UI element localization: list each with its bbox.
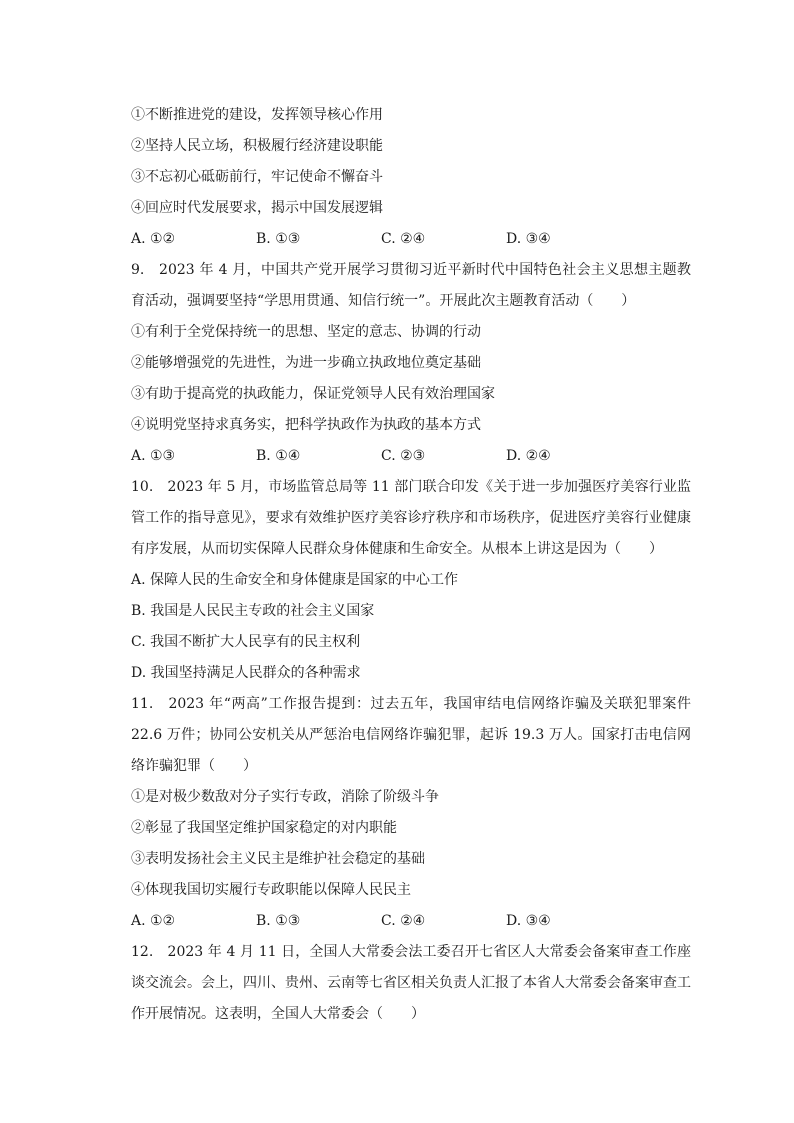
q8-choice-d: D. ③④ bbox=[506, 231, 551, 247]
q9-choice-a: A. ①③ bbox=[131, 448, 176, 464]
q11-choice-d: D. ③④ bbox=[506, 913, 551, 929]
exam-content bbox=[131, 100, 691, 1030]
q10-option-c: C. 我国不断扩大人民享有的民主权利 bbox=[131, 634, 361, 650]
q9-choice-d: D. ②④ bbox=[506, 448, 551, 464]
q10-option-b: B. 我国是人民民主专政的社会主义国家 bbox=[131, 603, 375, 619]
q10-option-d: D. 我国坚持满足人民群众的各种需求 bbox=[131, 665, 361, 681]
q8-choices bbox=[131, 224, 691, 255]
q11-option-4: ④体现我国切实履行专政职能以保障人民民主 bbox=[131, 882, 411, 898]
q9-option-1: ①有利于全党保持统一的思想、坚定的意志、协调的行动 bbox=[131, 324, 481, 340]
q10-option-a: A. 保障人民的生命安全和身体健康是国家的中心工作 bbox=[131, 572, 459, 588]
q11-option-2: ②彰显了我国坚定维护国家稳定的对内职能 bbox=[131, 820, 397, 836]
q11-stem: 11. 2023 年“两高”工作报告提到：过去五年，我国审结电信网络诈骗及关联犯罪案件 22.6 万件；协同公安机关从严惩治电信网络诈骗犯罪，起诉 19.3 万人。国家打击电信网络诈骗犯罪（ ） bbox=[131, 696, 691, 774]
q9-choice-b: B. ①④ bbox=[256, 448, 301, 464]
q8-option-4: ④回应时代发展要求，揭示中国发展逻辑 bbox=[131, 200, 383, 216]
q8-option-3: ③不忘初心砥砺前行，牢记使命不懈奋斗 bbox=[131, 169, 383, 185]
q8-option-2: ②坚持人民立场，积极履行经济建设职能 bbox=[131, 138, 383, 154]
q8-choice-c: C. ②④ bbox=[381, 231, 426, 247]
q8-option-1: ①不断推进党的建设，发挥领导核心作用 bbox=[131, 107, 383, 123]
q9-stem: 9. 2023 年 4 月，中国共产党开展学习贯彻习近平新时代中国特色社会主义思想主题教育活动，强调要坚持“学思用贯通、知信行统一”。开展此次主题教育活动（ ） bbox=[131, 262, 691, 309]
q11-option-1: ①是对极少数敌对分子实行专政，消除了阶级斗争 bbox=[131, 789, 439, 805]
q9-option-3: ③有助于提高党的执政能力，保证党领导人民有效治理国家 bbox=[131, 386, 495, 402]
q11-choice-b: B. ①③ bbox=[256, 913, 301, 929]
q11-choice-c: C. ②④ bbox=[381, 913, 426, 929]
q12-stem: 12. 2023 年 4 月 11 日，全国人大常委会法工委召开七省区人大常委会备案审查工作座谈交流会。会上，四川、贵州、云南等七省区相关负责人汇报了本省人大常委会备案审查工作开展情况。这表明，全国人大常委会（ ） bbox=[131, 944, 691, 1022]
q8-choice-b: B. ①③ bbox=[256, 231, 301, 247]
q9-choice-c: C. ②③ bbox=[381, 448, 426, 464]
q10-stem: 10. 2023 年 5 月，市场监管总局等 11 部门联合印发《关于进一步加强医疗美容行业监管工作的指导意见》，要求有效维护医疗美容诊疗秩序和市场秩序，促进医疗美容行业健康有序发展，从而切实保障人民群众身体健康和生命安全。从根本上讲这是因为（ ） bbox=[131, 479, 691, 557]
q9-option-2: ②能够增强党的先进性，为进一步确立执政地位奠定基础 bbox=[131, 355, 481, 371]
q8-choice-a: A. ①② bbox=[131, 231, 176, 247]
q9-option-4: ④说明党坚持求真务实，把科学执政作为执政的基本方式 bbox=[131, 417, 481, 433]
q9-choices bbox=[131, 441, 691, 472]
q11-option-3: ③表明发扬社会主义民主是维护社会稳定的基础 bbox=[131, 851, 425, 867]
q11-choices bbox=[131, 906, 691, 937]
q11-choice-a: A. ①② bbox=[131, 913, 176, 929]
